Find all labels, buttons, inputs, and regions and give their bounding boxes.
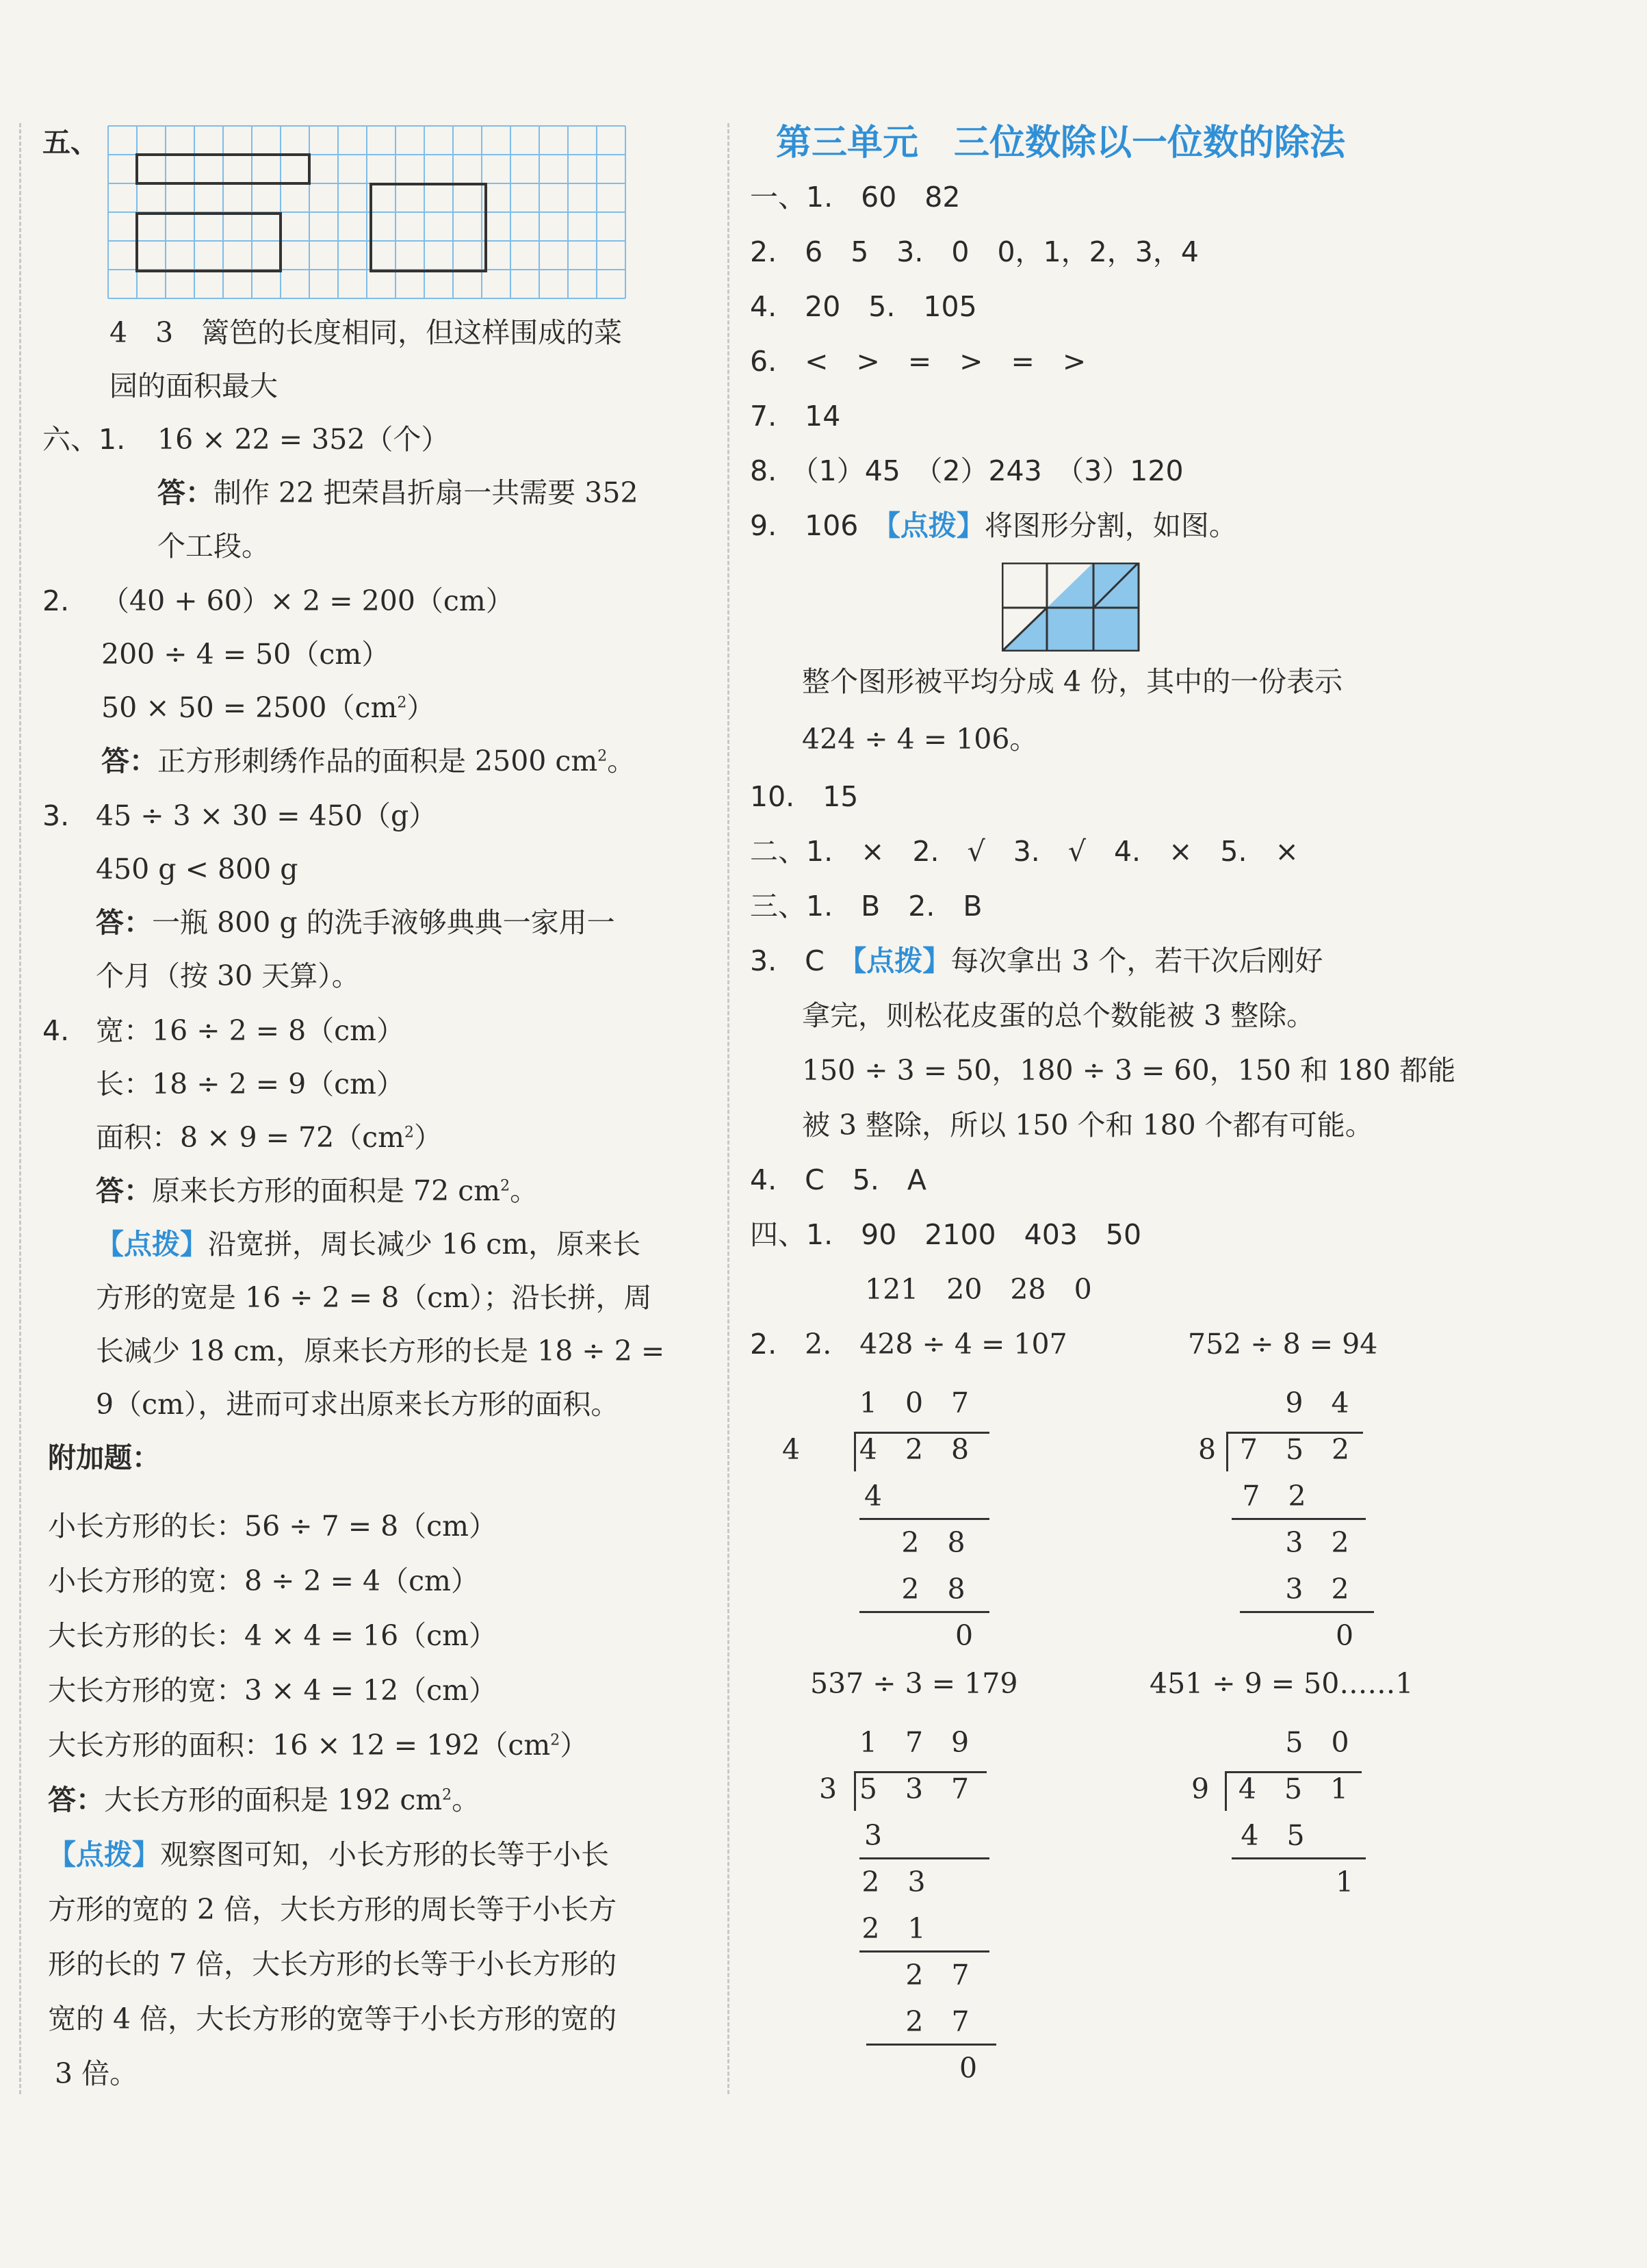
rect-right	[371, 184, 486, 271]
q4-answer: 答：原来长方形的面积是 72 $cm^2$。	[96, 1174, 539, 1207]
partition-figure	[1002, 563, 1140, 652]
s5-text-line1: 4 3 篱笆的长度相同，但这样围成的菜	[109, 316, 623, 349]
r-line15: 150 ÷ 3 = 50，180 ÷ 3 = 60，150 和 180 都能	[802, 1054, 1456, 1087]
r-line17: 4. C 5. A	[750, 1163, 926, 1196]
q3-answer-cont: 个月（按 30 天算）。	[96, 959, 360, 992]
div-eq-2: 752 ÷ 8 = 94	[1188, 1328, 1378, 1361]
ld2-remainder: 0	[1335, 1619, 1354, 1652]
ld2-step2: 3 2	[1285, 1526, 1349, 1559]
ld3-dividend: 5 3 7	[859, 1773, 970, 1805]
ld1-step1: 4	[864, 1480, 883, 1512]
div-eq-4: 451 ÷ 9 = 50……1	[1150, 1667, 1414, 1700]
extra-line1: 小长方形的长：56 ÷ 7 = 8（cm）	[48, 1510, 497, 1543]
q2-answer: 答：正方形刺绣作品的面积是 2500 $cm^2$。	[101, 745, 636, 777]
section-5-label: 五、	[42, 126, 99, 159]
extra-line3: 大长方形的长：4 × 4 = 16（cm）	[48, 1619, 497, 1652]
ld3-quotient: 1 7 9	[859, 1726, 970, 1759]
ld2-divisor: 8	[1197, 1433, 1217, 1466]
ld4-remainder: 1	[1335, 1866, 1354, 1898]
rect-bottom-left	[137, 214, 281, 271]
q4-width: 宽：16 ÷ 2 = 8（cm）	[96, 1014, 405, 1047]
ld3-divisor: 3	[818, 1773, 838, 1805]
s5-text-line2: 园的面积最大	[109, 370, 278, 402]
q4-length: 长：18 ÷ 2 = 9（cm）	[96, 1068, 405, 1100]
r-line4: 6. < > = > = >	[750, 345, 1087, 378]
q2-eq2: 200 ÷ 4 = 50（cm）	[101, 638, 390, 671]
r-line13: 3. C 【点拨】每次拿出 3 个，若干次后刚好	[750, 944, 1323, 977]
q3-label: 3.	[42, 799, 70, 832]
q4-tip-line4: 9（cm），进而可求出原来长方形的面积。	[96, 1388, 619, 1421]
q2-eq3: $50 \times 50 = 2500(cm^2)$	[101, 691, 435, 724]
r-line2: 2. 6 5 3. 0 0，1，2，3，4	[750, 235, 1199, 268]
r-line16: 被 3 整除，所以 150 个和 180 个都有可能。	[802, 1109, 1373, 1142]
ld4-quotient: 5 0	[1285, 1726, 1349, 1759]
s6-q1-answer: 答：制作 22 把荣昌折扇一共需要 352	[157, 476, 638, 509]
r-line8: 整个图形被平均分成 4 份，其中的一份表示	[802, 665, 1343, 698]
ld2-step3: 3 2	[1285, 1573, 1349, 1606]
ld3-step4: 2 7	[905, 1959, 970, 1992]
ld3-step1: 3	[864, 1819, 883, 1852]
ld1-divisor: 4	[781, 1433, 801, 1466]
r-line5: 7. 14	[750, 400, 841, 433]
q3-answer: 答：一瓶 800 g 的洗手液够典典一家用一	[96, 906, 615, 939]
ld1-dividend: 4 2 8	[859, 1433, 970, 1466]
ld4-dividend: 4 5 1	[1238, 1773, 1349, 1805]
q3-eq2: 450 g < 800 g	[96, 853, 298, 886]
extra-tip-line2: 方形的宽的 2 倍，大长方形的周长等于小长方	[48, 1893, 617, 1926]
r-line10: 10. 15	[750, 780, 859, 813]
r-line18: 四、1. 90 2100 403 50	[750, 1218, 1142, 1251]
extra-tip-line3: 形的长的 7 倍，大长方形的长等于小长方形的	[48, 1948, 617, 1981]
extra-tip-line5: 3 倍。	[55, 2057, 138, 2090]
q4-label: 4.	[42, 1014, 70, 1047]
r-line9: 424 ÷ 4 = 106。	[802, 723, 1038, 756]
ld3-remainder: 0	[959, 2052, 978, 2085]
s6-q1-answer-cont: 个工段。	[157, 530, 270, 563]
ld1-step2: 2 8	[901, 1526, 965, 1559]
r-line12: 三、1. B 2. B	[750, 890, 983, 923]
section-6-label: 六、1.	[42, 423, 126, 456]
q2-label: 2.	[42, 584, 70, 617]
q2-eq1: （40 + 60）× 2 = 200（cm）	[101, 584, 514, 617]
ld4-divisor: 9	[1191, 1773, 1210, 1805]
q4-tip-line2: 方形的宽是 16 ÷ 2 = 8（cm）；沿长拼，周	[96, 1281, 652, 1314]
ld2-dividend: 7 5 2	[1239, 1433, 1350, 1466]
extra-line2: 小长方形的宽：8 ÷ 2 = 4（cm）	[48, 1564, 479, 1597]
extra-line4: 大长方形的宽：3 × 4 = 12（cm）	[48, 1674, 497, 1707]
q4-tip-line1: 【点拨】沿宽拼，周长减少 16 cm，原来长	[96, 1228, 641, 1261]
ld2-quotient: 9 4	[1285, 1387, 1349, 1419]
q3-eq1: 45 ÷ 3 × 30 = 450（g）	[96, 799, 437, 832]
extra-answer: 答：大长方形的面积是 192 $cm^2$。	[48, 1783, 480, 1816]
r-line19: 121 20 28 0	[865, 1273, 1092, 1306]
ld3-step3: 2 1	[861, 1912, 926, 1945]
ld1-step3: 2 8	[901, 1573, 965, 1606]
extra-tip-line1: 【点拨】观察图可知，小长方形的长等于小长	[48, 1838, 609, 1871]
r-line14: 拿完，则松花皮蛋的总个数能被 3 整除。	[802, 999, 1315, 1032]
r-line11: 二、1. × 2. √ 3. √ 4. × 5. ×	[750, 835, 1299, 868]
extra-tip-line4: 宽的 4 倍，大长方形的宽等于小长方形的宽的	[48, 2002, 617, 2035]
r-line6: 8. （1）45 （2）243 （3）120	[750, 454, 1184, 487]
unit-title: 第三单元 三位数除以一位数的除法	[776, 123, 1346, 164]
ld3-step5: 2 7	[905, 2005, 970, 2038]
extra-line5: 大长方形的面积：$16 \times 12 = 192(cm^2)$	[48, 1729, 588, 1762]
ld1-quotient: 1 0 7	[859, 1387, 970, 1419]
ld2-step1: 7 2	[1242, 1480, 1306, 1512]
s6-q1-equation: 16 × 22 = 352（个）	[157, 423, 450, 456]
r-line7: 9. 106 【点拨】将图形分割，如图。	[750, 509, 1237, 542]
ld1-remainder: 0	[955, 1619, 974, 1652]
r-line3: 4. 20 5. 105	[750, 290, 977, 323]
div-eq-3: 537 ÷ 3 = 179	[810, 1667, 1018, 1700]
q4-tip-line3: 长减少 18 cm，原来长方形的长是 18 ÷ 2 =	[96, 1335, 665, 1367]
extra-title: 附加题：	[48, 1441, 160, 1474]
div-eq-1: 2. 2. 428 ÷ 4 = 107	[750, 1328, 1067, 1361]
q4-area: 面积：$8 \times 9 = 72(cm^2)$	[96, 1121, 443, 1154]
grid-figure	[105, 122, 634, 304]
ld3-step2: 2 3	[861, 1866, 926, 1898]
ld4-step1: 4 5	[1241, 1819, 1305, 1852]
r-line1: 一、1. 60 82	[750, 181, 961, 214]
